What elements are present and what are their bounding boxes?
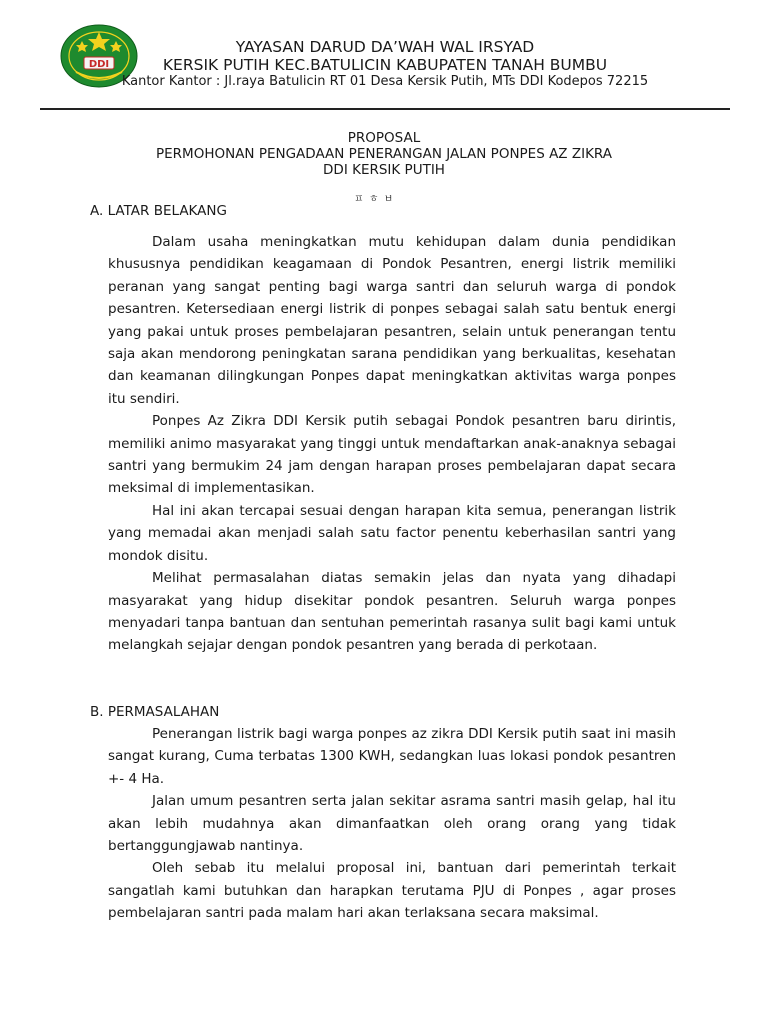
paragraph: Oleh sebab itu melalui proposal ini, bantuan dari pemerintah terkait sangatlah kami butuhkan dan harapkan terutama PJU di Ponpes , agar proses pembelajaran santri pada malam hari akan terlaksana secara maksimal. [108,860,676,922]
organization-location: KERSIK PUTIH KEC.BATULICIN KABUPATEN TANAH BUMBU [162,56,608,74]
document-subtitle-line2: DDI KERSIK PUTIH [323,162,445,178]
document-subtitle-line1: PERMOHONAN PENGADAAN PENERANGAN JALAN PONPES AZ ZIKRA [156,146,612,162]
paragraph: Dalam usaha meningkatkan mutu kehidupan dalam dunia pendidikan khususnya pendidikan keagamaan di Pondok Pesantren, energi listrik memiliki peranan yang sangat penting bagi warga santri dan seluruh warga di pondok pesantren. Ketersediaan energi listrik di ponpes sebagai salah satu bentuk energi yang pakai untuk proses pembelajaran pesantren, selain untuk penerangan tentu saja akan mendorong peningkatan sarana pendidikan yang berkualitas, kesehatan dan keamanan dilingkungan Ponpes dapat meningkatkan aktivitas warga ponpes itu sendiri. [108,234,676,407]
section-b-heading: B. PERMASALAHAN [90,704,220,720]
paragraph: Jalan umum pesantren serta jalan sekitar asrama santri masih gelap, hal itu akan lebih mudahnya akan dimanfaatkan oleh orang orang yang tidak bertanggungjawab nantinya. [108,793,676,855]
paragraph: Penerangan listrik bagi warga ponpes az zikra DDI Kersik putih saat ini masih sangat kurang, Cuma terbatas 1300 KWH, sedangkan luas lokasi pondok pesantren +- 4 Ha. [108,726,676,787]
title-mark: ㅍ ㅎ ㅂ [354,194,395,205]
section-b-body [108,723,676,925]
paragraph: Hal ini akan tercapai sesuai dengan harapan kita semua, penerangan listrik yang memadai akan menjadi salah satu factor penentu keberhasilan santri yang mondok disitu. [108,502,676,564]
section-a-body [108,231,676,657]
paragraph: Ponpes Az Zikra DDI Kersik putih sebagai Pondok pesantren baru dirintis, memiliki animo masyarakat yang tinggi untuk mendaftarkan anak-anaknya sebagai santri yang bermukim 24 jam dengan harapan proses pembelajaran dapat secara meksimal di implementasikan. [108,413,676,497]
letterhead-divider [40,108,730,110]
section-a-heading: A. LATAR BELAKANG [90,203,227,219]
document-title: PROPOSAL [347,130,421,146]
organization-address: Kantor Kantor : Jl.raya Batulicin RT 01 Desa Kersik Putih, MTs DDI Kodepos 72215 [121,74,649,89]
logo-text: DDI [88,59,110,70]
paragraph: Melihat permasalahan diatas semakin jelas dan nyata yang dihadapi masyarakat yang hidup disekitar pondok pesantren. Seluruh warga ponpes menyadari tanpa bantuan dan sentuhan pemerintah rasanya sulit bagi kami untuk melangkah sejajar dengan pondok pesantren yang berada di perkotaan. [108,570,676,654]
organization-name: YAYASAN DARUD DA’WAH WAL IRSYAD [235,38,535,56]
